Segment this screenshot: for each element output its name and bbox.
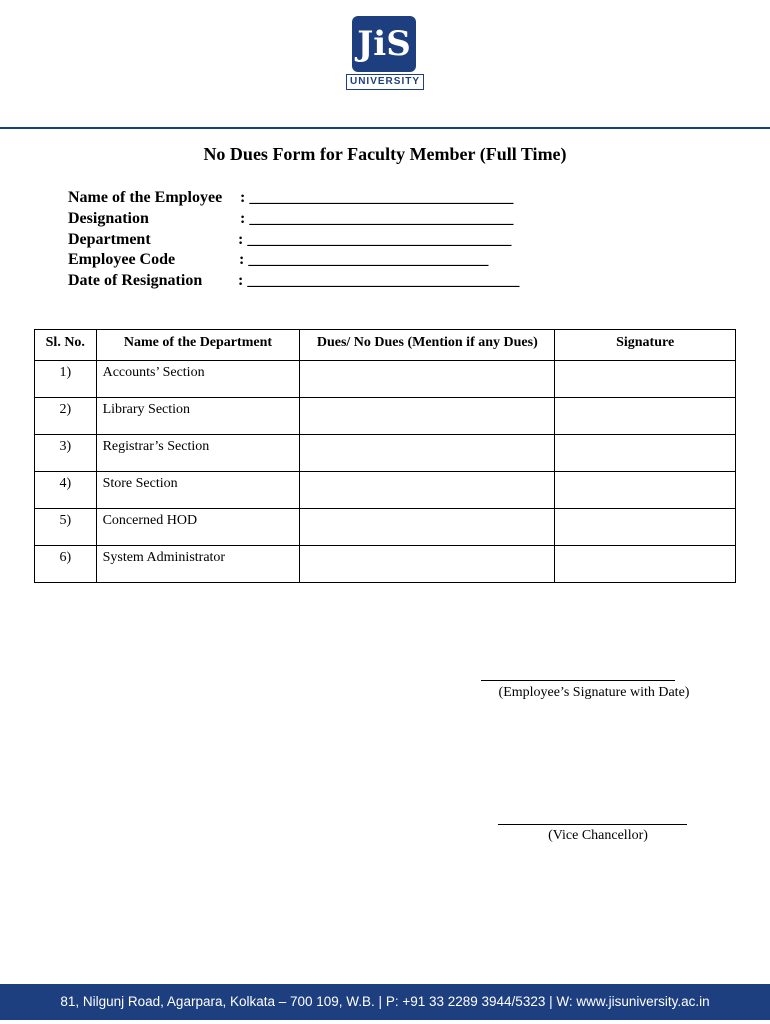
sl-no-cell: 3) (35, 435, 97, 472)
dues-cell[interactable] (300, 435, 555, 472)
field-label: Date of Resignation (68, 272, 203, 290)
sl-no-cell: 2) (35, 398, 97, 435)
employee-signature-caption: (Employee’s Signature with Date) (498, 685, 690, 700)
department-cell: System Administrator (96, 546, 300, 583)
signature-cell[interactable] (555, 509, 736, 546)
signature-cell[interactable] (555, 361, 736, 398)
field-department (68, 230, 512, 251)
field-blank: : __________________________________ (238, 272, 520, 290)
field-label: Name of the Employee (68, 189, 223, 206)
table-row (35, 509, 736, 546)
table-row (35, 361, 736, 398)
university-logo (346, 16, 426, 92)
header-department: Name of the Department (96, 330, 300, 361)
field-label: Department (68, 230, 151, 248)
field-blank: : _________________________________ (238, 230, 512, 248)
dues-table (34, 329, 736, 583)
header-divider (0, 127, 770, 129)
employee-fields (68, 188, 520, 292)
sl-no-cell: 1) (35, 361, 97, 398)
dues-cell[interactable] (300, 472, 555, 509)
department-cell: Concerned HOD (96, 509, 300, 546)
field-label: Designation (68, 209, 149, 227)
department-cell: Library Section (96, 398, 300, 435)
header-dues: Dues/ No Dues (Mention if any Dues) (300, 330, 555, 361)
sl-no-cell: 5) (35, 509, 97, 546)
dues-cell[interactable] (300, 546, 555, 583)
department-cell: Accounts’ Section (96, 361, 300, 398)
table-row (35, 398, 736, 435)
field-date-of-resignation (68, 271, 520, 292)
field-blank: : _________________________________ (240, 189, 514, 206)
field-employee-name (68, 188, 514, 209)
dues-cell[interactable] (300, 398, 555, 435)
employee-signature-line[interactable] (481, 680, 675, 681)
field-employee-code (68, 250, 489, 271)
dues-cell[interactable] (300, 361, 555, 398)
table-row (35, 435, 736, 472)
table-row (35, 546, 736, 583)
dues-cell[interactable] (300, 509, 555, 546)
table-row (35, 472, 736, 509)
department-cell: Registrar’s Section (96, 435, 300, 472)
table-header-row (35, 330, 736, 361)
sl-no-cell: 4) (35, 472, 97, 509)
logo-subtext: UNIVERSITY (346, 74, 424, 90)
header-signature: Signature (555, 330, 736, 361)
vc-signature-line[interactable] (498, 824, 687, 825)
signature-cell[interactable] (555, 398, 736, 435)
page-title: No Dues Form for Faculty Member (Full Time) (203, 144, 567, 164)
header-sl-no: Sl. No. (35, 330, 97, 361)
field-designation (68, 209, 514, 230)
field-blank: : ______________________________ (239, 251, 489, 269)
field-blank: : _________________________________ (240, 209, 514, 227)
vc-signature-caption: (Vice Chancellor) (548, 828, 648, 843)
signature-cell[interactable] (555, 546, 736, 583)
department-cell: Store Section (96, 472, 300, 509)
sl-no-cell: 6) (35, 546, 97, 583)
footer-address: 81, Nilgunj Road, Agarpara, Kolkata – 700 109, W.B. | P: +91 33 2289 3944/5323 | W: www.jisuniversity.ac.in (0, 984, 770, 1020)
signature-cell[interactable] (555, 472, 736, 509)
logo-mark: JiS (352, 16, 416, 72)
signature-cell[interactable] (555, 435, 736, 472)
field-label: Employee Code (68, 251, 176, 269)
